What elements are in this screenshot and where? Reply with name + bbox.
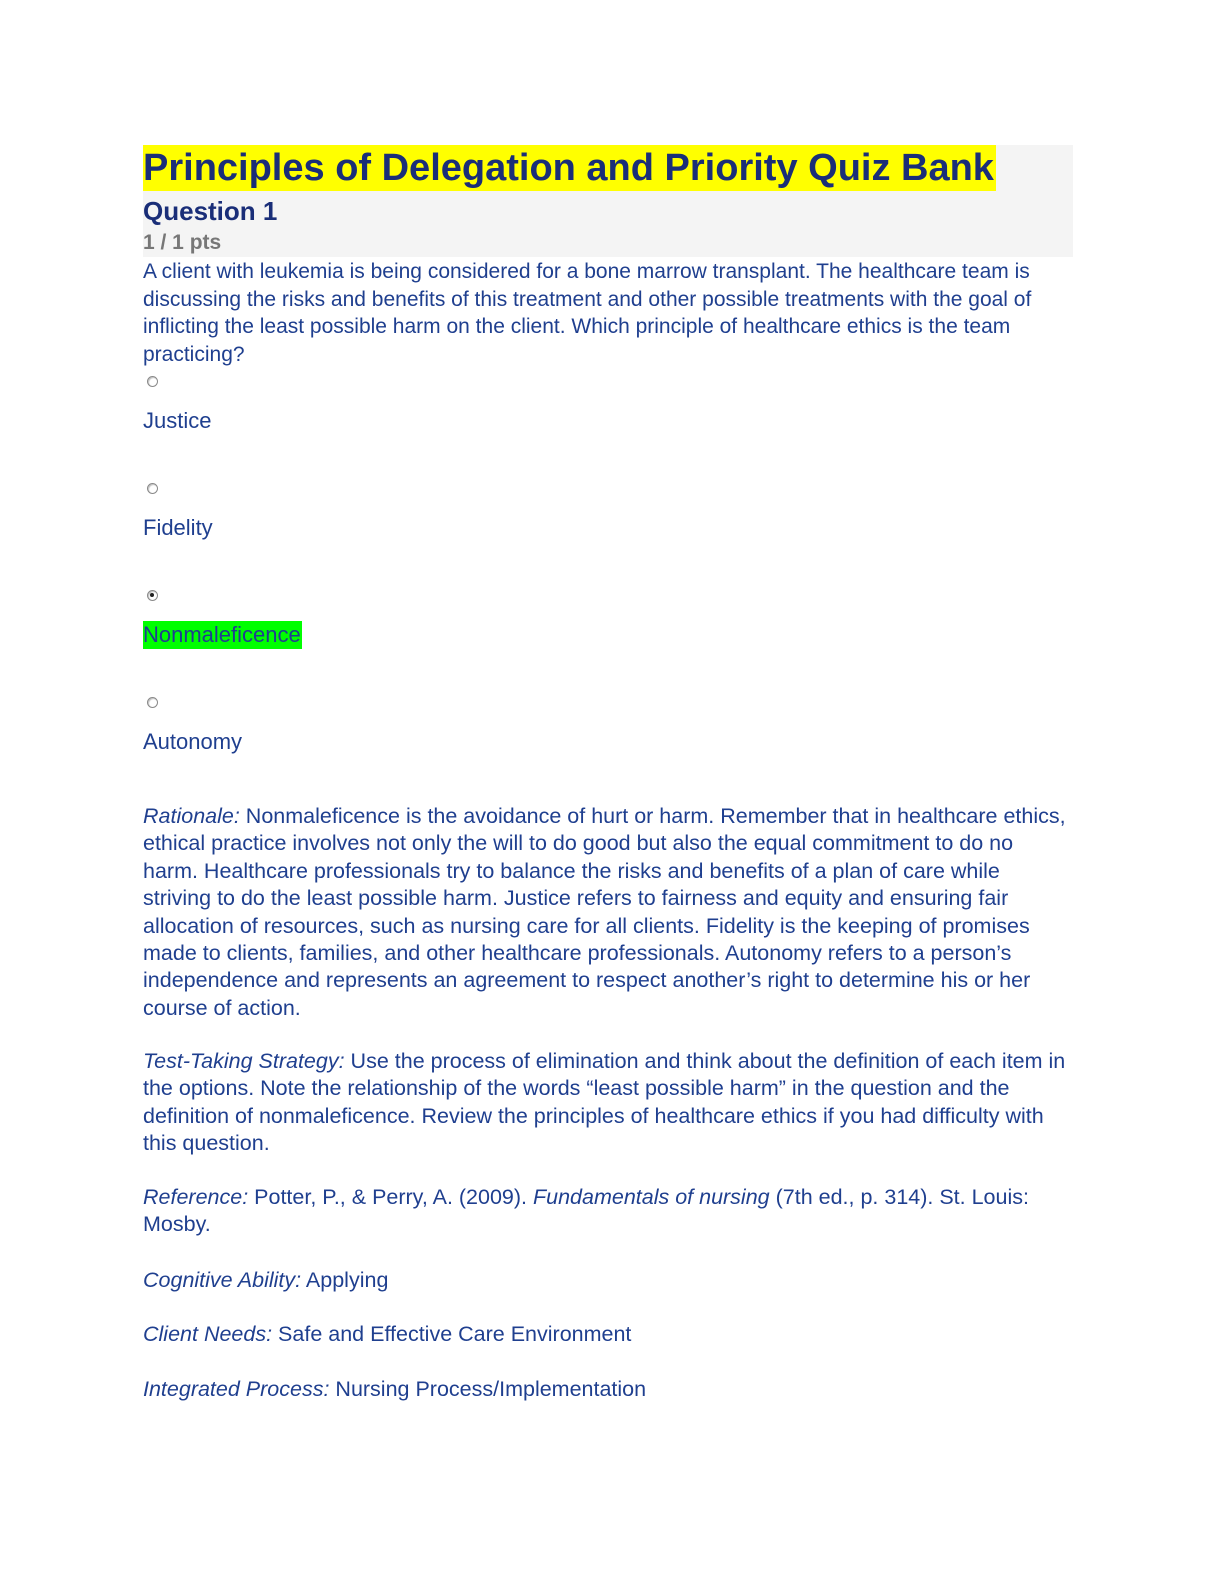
integrated-process-line — [143, 1376, 1073, 1403]
answer-option-autonomy[interactable] — [143, 697, 743, 787]
reference-authors: Potter, P., & Perry, A. (2009). — [248, 1185, 533, 1209]
radio-button[interactable] — [147, 483, 158, 494]
integrated-process-value: Nursing Process/Implementation — [329, 1377, 647, 1401]
integrated-process-label: Integrated Process: — [143, 1377, 330, 1401]
cognitive-ability-label: Cognitive Ability: — [143, 1268, 302, 1292]
rationale-text: Nonmaleficence is the avoidance of hurt or harm. Remember that in healthcare ethics, ethical practice involves not only the will to do good but also the equal commitment to do no harm. Healthcare professionals try to balance the risks and benefits of a plan of care while striving to do the least possible harm. Justice refers to fairness and equity and ensuring fair allocation of resources, such as nursing care for all clients. Fidelity is the keeping of promises made to clients, families, and other healthcare professionals. Autonomy refers to a person’s independence and represents an agreement to respect another’s right to determine his or her course of action. — [143, 804, 1066, 1020]
cognitive-ability-value: Applying — [301, 1268, 389, 1292]
document-title: Principles of Delegation and Priority Quiz Bank — [143, 147, 994, 189]
answer-option-fidelity[interactable] — [143, 483, 743, 573]
radio-button[interactable] — [147, 697, 158, 708]
reference-details: (7th ed., p. 314). St. Louis: Mosby. — [143, 1185, 1029, 1237]
answer-label[interactable]: Autonomy — [143, 729, 243, 754]
reference-paragraph — [143, 1184, 1073, 1239]
cognitive-ability-line — [143, 1267, 1073, 1294]
question-points: 1 / 1 pts — [143, 231, 222, 254]
answer-label[interactable]: Fidelity — [143, 515, 213, 540]
answer-option-justice[interactable] — [143, 376, 743, 466]
reference-label: Reference: — [143, 1185, 249, 1209]
client-needs-line — [143, 1321, 1073, 1348]
strategy-paragraph — [143, 1048, 1073, 1158]
answer-label[interactable]: Justice — [143, 408, 212, 433]
reference-book-title: Fundamentals of nursing — [532, 1185, 770, 1209]
client-needs-label: Client Needs: — [143, 1322, 273, 1346]
rationale-paragraph — [143, 803, 1073, 1022]
rationale-label: Rationale: — [143, 804, 240, 828]
question-text: A client with leukemia is being considered for a bone marrow transplant. The healthcare team is discussing the risks and benefits of this treatment and other possible treatments with the goal of inflicting the least possible harm on the client. Which principle of healthcare ethics is the team practicing? — [143, 260, 1032, 366]
radio-button-selected[interactable] — [147, 590, 158, 601]
radio-button[interactable] — [147, 376, 158, 387]
answer-option-nonmaleficence[interactable] — [143, 590, 743, 680]
question-heading: Question 1 — [143, 196, 278, 226]
strategy-label: Test-Taking Strategy: — [143, 1049, 345, 1073]
strategy-text: Use the process of elimination and think about the definition of each item in the options. Note the relationship of the words “least possible harm” in the question and the definition of nonmaleficence. Review the principles of healthcare ethics if you had difficulty with this question. — [143, 1049, 1066, 1156]
client-needs-value: Safe and Effective Care Environment — [272, 1322, 632, 1346]
answer-label-correct[interactable]: Nonmaleficence — [143, 622, 301, 647]
